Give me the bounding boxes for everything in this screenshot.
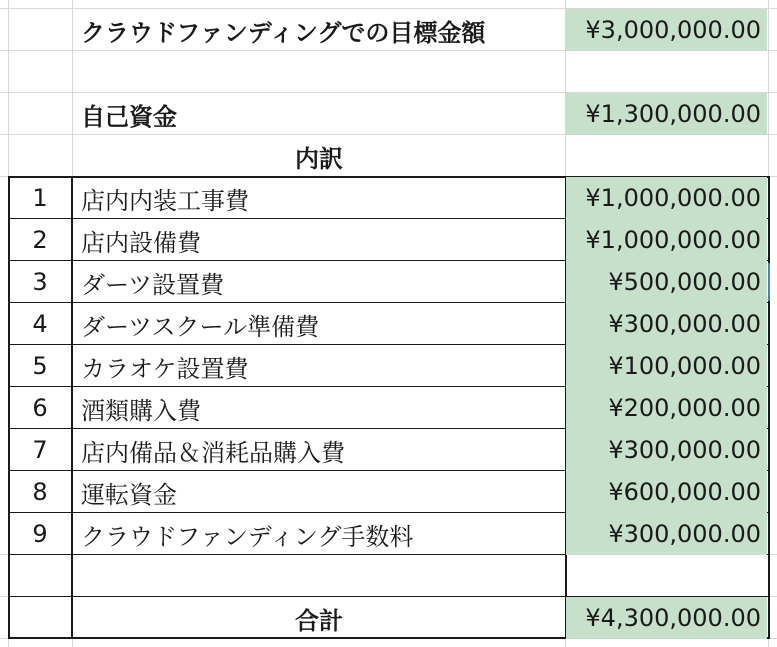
table-row[interactable] xyxy=(0,261,777,303)
item-number[interactable]: 1 xyxy=(32,184,48,212)
goal-value[interactable]: ¥3,000,000.00 xyxy=(566,9,767,51)
own-funds-row[interactable] xyxy=(0,93,777,135)
item-label[interactable]: ダーツ設置費 xyxy=(81,270,225,299)
item-value[interactable]: ¥300,000.00 xyxy=(566,303,767,345)
item-label[interactable]: クラウドファンディング手数料 xyxy=(81,522,414,551)
breakdown-row[interactable] xyxy=(0,135,777,177)
table-row[interactable] xyxy=(0,471,777,513)
table-row[interactable] xyxy=(0,177,777,219)
table-row[interactable] xyxy=(0,219,777,261)
cell-selection-indicator xyxy=(768,263,770,301)
item-label[interactable]: 店内設備費 xyxy=(81,228,201,257)
item-value[interactable]: ¥500,000.00 xyxy=(566,261,767,303)
own-funds-label[interactable]: 自己資金 xyxy=(81,102,177,131)
item-value[interactable]: ¥300,000.00 xyxy=(566,429,767,471)
goal-label[interactable]: クラウドファンディングでの目標金額 xyxy=(81,18,486,47)
table-row[interactable] xyxy=(0,387,777,429)
item-label[interactable]: ダーツスクール準備費 xyxy=(81,312,320,341)
total-label[interactable]: 合計 xyxy=(295,606,343,635)
goal-row[interactable] xyxy=(0,9,777,51)
table-row[interactable] xyxy=(0,513,777,555)
item-number[interactable]: 3 xyxy=(32,268,48,296)
item-number[interactable]: 9 xyxy=(32,520,48,548)
item-label[interactable]: 酒類購入費 xyxy=(81,396,201,425)
item-label[interactable]: 店内備品＆消耗品購入費 xyxy=(81,438,345,467)
item-value[interactable]: ¥100,000.00 xyxy=(566,345,767,387)
item-number[interactable]: 8 xyxy=(32,478,48,506)
item-number[interactable]: 5 xyxy=(32,352,48,380)
item-value[interactable]: ¥1,000,000.00 xyxy=(566,177,767,219)
item-value[interactable]: ¥600,000.00 xyxy=(566,471,767,513)
item-number[interactable]: 7 xyxy=(32,436,48,464)
item-value[interactable]: ¥1,000,000.00 xyxy=(566,219,767,261)
breakdown-heading[interactable]: 内訳 xyxy=(295,144,343,173)
own-funds-value[interactable]: ¥1,300,000.00 xyxy=(566,93,767,135)
item-label[interactable]: 運転資金 xyxy=(81,480,177,509)
item-number[interactable]: 2 xyxy=(32,226,48,254)
table-row[interactable] xyxy=(0,345,777,387)
item-number[interactable]: 6 xyxy=(32,394,48,422)
item-value[interactable]: ¥200,000.00 xyxy=(566,387,767,429)
item-number[interactable]: 4 xyxy=(32,310,48,338)
table-row[interactable] xyxy=(0,429,777,471)
item-label[interactable]: カラオケ設置費 xyxy=(81,354,249,383)
total-value[interactable]: ¥4,300,000.00 xyxy=(566,597,767,639)
item-label[interactable]: 店内内装工事費 xyxy=(81,186,249,215)
table-row[interactable] xyxy=(0,303,777,345)
total-row[interactable] xyxy=(0,597,777,639)
item-value[interactable]: ¥300,000.00 xyxy=(566,513,767,555)
